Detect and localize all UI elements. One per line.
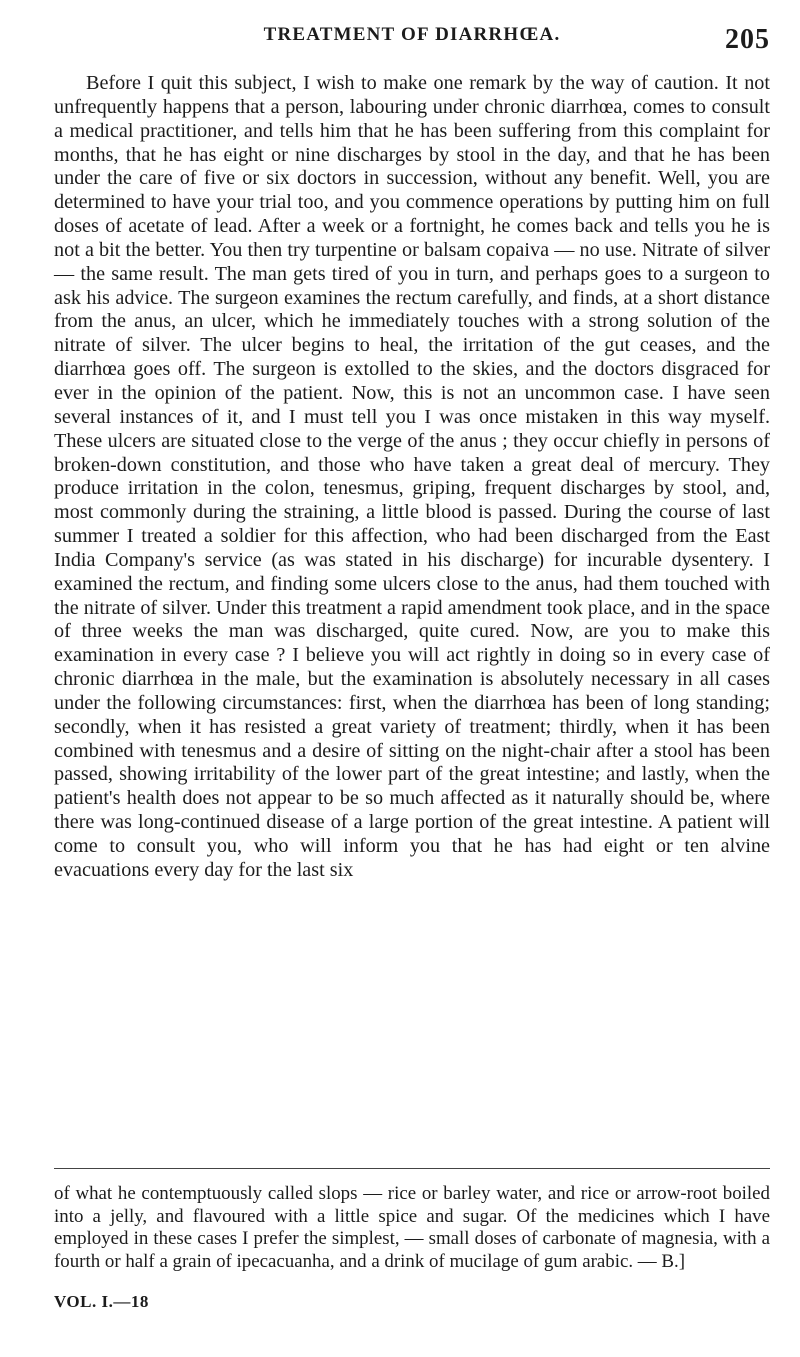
running-head: TREATMENT OF DIARRHŒA. bbox=[263, 24, 561, 45]
page-header bbox=[54, 24, 770, 64]
signature-mark: VOL. I.—18 bbox=[54, 1292, 149, 1311]
page-number: 205 bbox=[725, 24, 770, 55]
footnote-divider bbox=[54, 1168, 770, 1169]
footnote-text: of what he contemptuously called slops — rice or barley water, and rice or arrow-root boiled into a jelly, and flavoured with a little spice and sugar. Of the medicines which I have employed in these cases I prefer the simplest, — small doses of carbonate of magnesia, with a fourth or half a grain of ipecacuanha, and a drink of mucilage of gum arabic. — B.] bbox=[54, 1183, 770, 1272]
body-paragraph: Before I quit this subject, I wish to make one remark by the way of caution. It not unfrequently happens that a person, labouring under chronic diarrhœa, comes to consult a medical practitioner, and tells him that he has been suffering from this complaint for months, that he has eight or nine discharges by stool in the day, and that he has been under the care of five or six doctors in succession, without any benefit. Well, you are determined to have your trial too, and you commence operations by putting him on full doses of acetate of lead. After a week or a fortnight, he comes back and tells you he is not a bit the better. You then try turpentine or balsam copaiva — no use. Nitrate of silver — the same result. The man gets tired of you in turn, and perhaps goes to a surgeon to ask his advice. The surgeon examines the rectum carefully, and finds, at a short distance from the anus, an ulcer, which he immediately touches with a strong solution of the nitrate of silver. The ulcer begins to heal, the irritation of the gut ceases, and the diarrhœa goes off. The surgeon is extolled to the skies, and the doctors disgraced for ever in the opinion of the patient. Now, this is not an uncommon case. I have seen several instances of it, and I must tell you I was once mistaken in this way myself. These ulcers are situated close to the verge of the anus ; they occur chiefly in persons of broken-down constitution, and those who have taken a great deal of mercury. They produce irritation in the colon, tenesmus, griping, frequent discharges by stool, and, most commonly during the straining, a little blood is passed. During the course of last summer I treated a soldier for this affection, who had been discharged from the East India Company's service (as was stated in his discharge) for incurable dysentery. I examined the rectum, and finding some ulcers close to the anus, had them touched with the nitrate of silver. Under this treatment a rapid amendment took place, and in the space of three weeks the man was discharged, quite cured. Now, are you to make this examination in every case ? I believe you will act rightly in doing so in every case of chronic diarrhœa in the male, but the examination is absolutely necessary in all cases under the following circumstances: first, when the diarrhœa has been of long standing; secondly, when it has resisted a great variety of treatment; thirdly, when it has been combined with tenesmus and a desire of sitting on the night-chair after a stool has been passed, showing irritability of the lower part of the great intestine; and lastly, when the patient's health does not appear to be so much affected as it naturally should be, where there was long-continued disease of a large portion of the great intestine. A patient will come to consult you, who will inform you that he has had eight or ten alvine evacuations every day for the last six bbox=[54, 72, 770, 881]
